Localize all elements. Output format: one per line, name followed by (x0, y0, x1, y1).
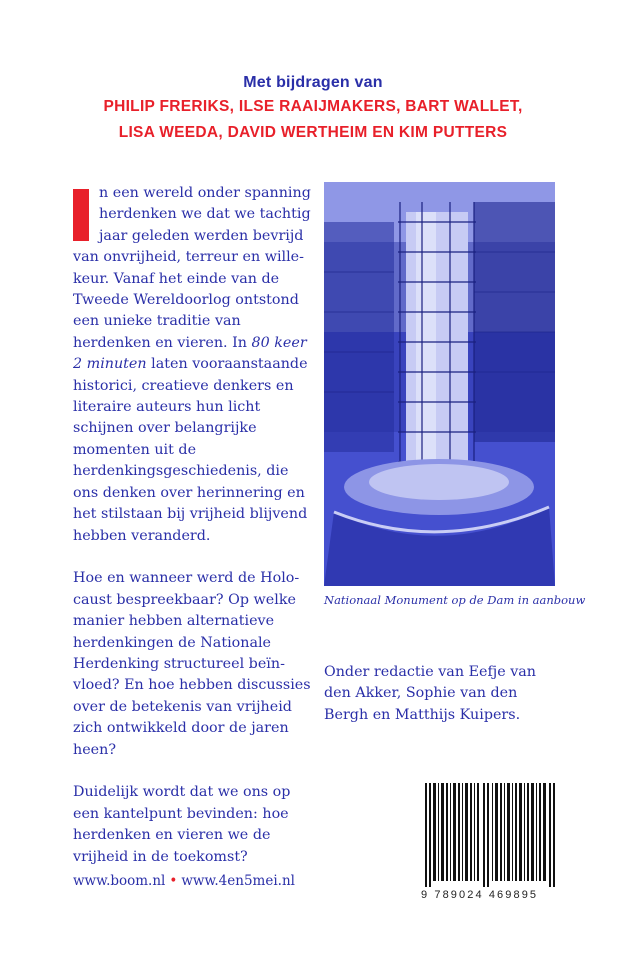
barcode-image (421, 783, 561, 891)
drop-cap-i (73, 189, 89, 241)
first-line: n een wereld onder spanning (99, 185, 311, 201)
contributors-line-2: LISA WEEDA, DAVID WERTHEIM EN KIM PUTTERS (118, 124, 508, 141)
blurb-text (73, 183, 318, 889)
paragraph-3: Duidelijk wordt dat we ons op een kantelpunt bevinden: hoe herdenken en vieren we de vrijheid in de toekomst? (73, 784, 291, 865)
paragraph-2: Hoe en wanneer werd de Holo-caust bespreekbaar? Op welke manier hebben alternatieve herdenkingen de Nationale Herdenking structureel beïn-vloed? En hoe hebben discussies over de betekenis van vrijheid zich ontwikkeld door de jaren heen? (73, 570, 311, 758)
contributors-line-1: PHILIP FRERIKS, ILSE RAAIJMAKERS, BART WALLET, (103, 98, 523, 115)
contributors-intro: Met bijdragen van (243, 74, 383, 91)
book-title: 80 keer 2 minuten (73, 334, 307, 373)
separator-dot: • (169, 873, 178, 889)
isbn-number: 9 789024 469895 (421, 889, 539, 901)
paragraph-1-text-b: laten vooraanstaande historici, creatieve denkers en literaire auteurs hun licht schijnen over belangrijke momenten uit de herdenkingsgeschiedenis, die ons denken over herinnering en het stilstaan bij vrijheid blijvend hebben veranderd. (73, 356, 308, 544)
editors-text: Onder redactie van Eefje van den Akker, Sophie van den Bergh en Matthijs Kuipers. (324, 664, 537, 723)
boom-url[interactable]: www.boom.nl (73, 873, 166, 889)
paragraph-1-text-a: van onvrijheid, terreur en wille-keur. Vanaf het einde van de Tweede Wereldoorlog ontstond een unieke traditie van herdenken en vieren. In (73, 249, 304, 351)
third-line: jaar geleden werden bevrijd (99, 227, 304, 244)
monument-photo (324, 182, 555, 586)
paragraph-1 (73, 183, 318, 547)
photo-caption: Nationaal Monument op de Dam in aanbouw (324, 593, 586, 607)
footer-urls (73, 873, 295, 889)
4en5mei-url[interactable]: www.4en5mei.nl (181, 873, 295, 889)
second-line: herdenken we dat we tachtig (99, 206, 311, 223)
